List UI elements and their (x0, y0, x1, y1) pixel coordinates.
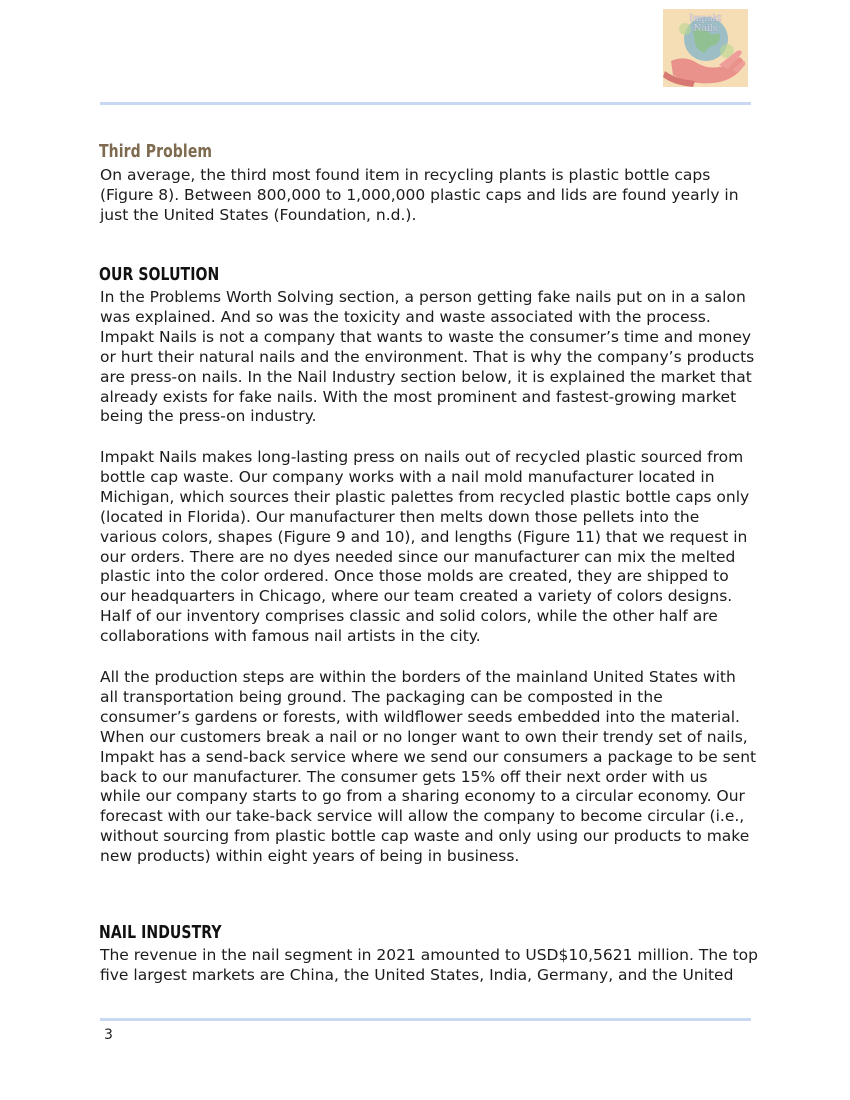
nail-industry-paragraph: The revenue in the nail segment in 2021 amounted to USD$10,5621 million. The top five largest markets are China, the United States, India, Germany, and the United (100, 946, 759, 984)
third-problem-heading: Third Problem (99, 141, 213, 162)
nail-industry-heading: NAIL INDUSTRY (99, 922, 222, 943)
company-logo (663, 9, 748, 87)
page-number: 3 (104, 1027, 113, 1043)
solution-paragraph-2: Impakt Nails makes long-lasting press on nails out of recycled plastic sourced from bottle cap waste. Our company works with a nail mold manufacturer located in Michigan, which sources their plastic palettes from recycled plastic bottle caps only (located in Florida). Our manufacturer then melts down those pellets into the various colors, shapes (Figure 9 and 10), and lengths (Figure 11) that we request in our orders. There are no dyes needed since our manufacturer can mix the melted plastic into the color ordered. Once those molds are created, they are shipped to our headquarters in Chicago, where our team created a variety of colors designs. Half of our inventory comprises classic and solid colors, while the other half are collaborations with famous nail artists in the city. (100, 448, 750, 646)
logo-text: Impakt Nails (689, 14, 722, 34)
solution-paragraph-1: In the Problems Worth Solving section, a person getting fake nails put on in a salon was explained. And so was the toxicity and waste associated with the process. Impakt Nails is not a company that wants to waste the consumer’s time and money or hurt their natural nails and the environment. That is why the company’s products are press-on nails. In the Nail Industry section below, it is explained the market that already exists for fake nails. With the most prominent and fastest-growing market being the press-on industry. (100, 288, 755, 426)
footer-rule (100, 1018, 751, 1021)
third-problem-paragraph: On average, the third most found item in recycling plants is plastic bottle caps (Figure 8). Between 800,000 to 1,000,000 plastic caps and lids are found yearly in just the United States (Foundation, n.d.). (100, 166, 739, 224)
solution-paragraph-3: All the production steps are within the borders of the mainland United States with all transportation being ground. The packaging can be composted in the consumer’s gardens or forests, with wildflower seeds embedded into the material. When our customers break a nail or no longer want to own their trendy set of nails, Impakt has a send-back service where we send our consumers a package to be sent back to our manufacturer. The consumer gets 15% off their next order with us while our company starts to go from a sharing economy to a circular economy. Our forecast with our take-back service will allow the company to become circular (i.e., without sourcing from plastic bottle cap waste and only using our products to make new products) within eight years of being in business. (100, 668, 757, 866)
our-solution-heading: OUR SOLUTION (99, 264, 220, 285)
header-rule (100, 102, 751, 105)
